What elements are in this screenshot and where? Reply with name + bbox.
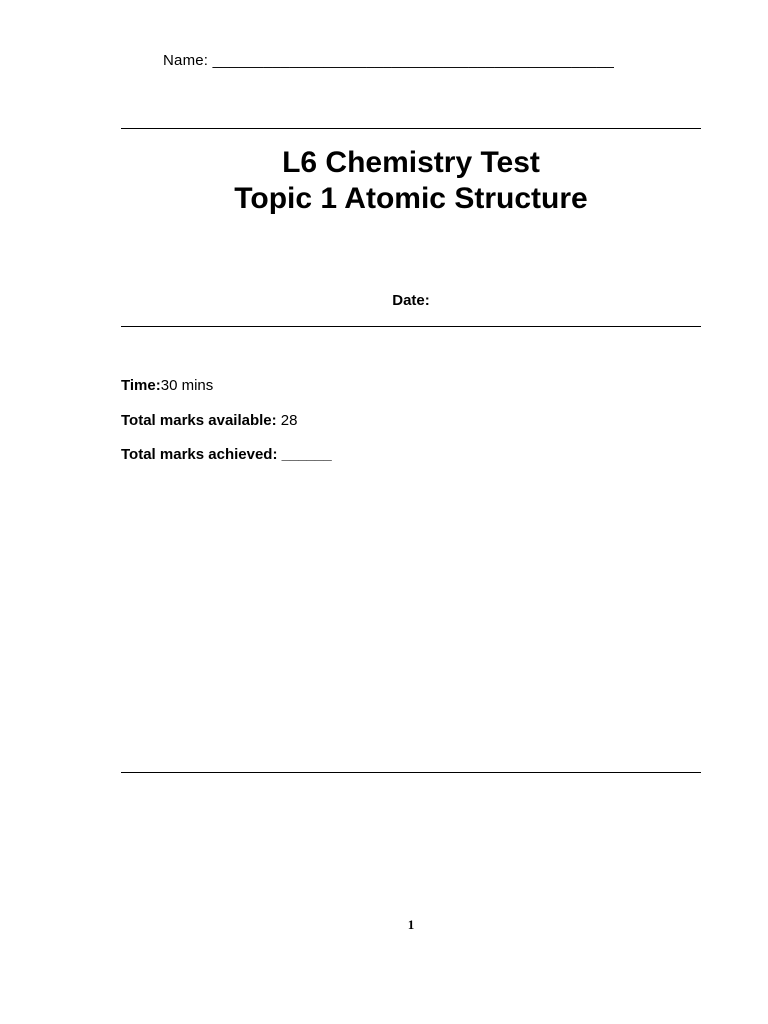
marks-achieved-blank: ______ (281, 446, 332, 463)
title-line-1: L6 Chemistry Test (282, 146, 540, 179)
date-label: Date: (392, 292, 430, 309)
marks-achieved-label: Total marks achieved: (121, 446, 278, 463)
marks-available-label: Total marks available: (121, 412, 277, 429)
name-label: Name: (163, 52, 209, 69)
name-blank: _______________________________________________ (212, 52, 615, 69)
marks-available-value: 28 (280, 412, 298, 429)
top-divider (121, 128, 701, 129)
time-row (121, 377, 213, 394)
bottom-divider (121, 772, 701, 773)
time-value: 30 mins (160, 377, 214, 394)
name-field (163, 52, 614, 69)
marks-available-row (121, 412, 297, 429)
title-line-2: Topic 1 Atomic Structure (234, 182, 588, 215)
marks-achieved-row (121, 446, 332, 463)
page-number: 1 (407, 917, 415, 932)
middle-divider (121, 326, 701, 327)
time-label: Time: (121, 377, 161, 394)
page-title (121, 145, 701, 217)
